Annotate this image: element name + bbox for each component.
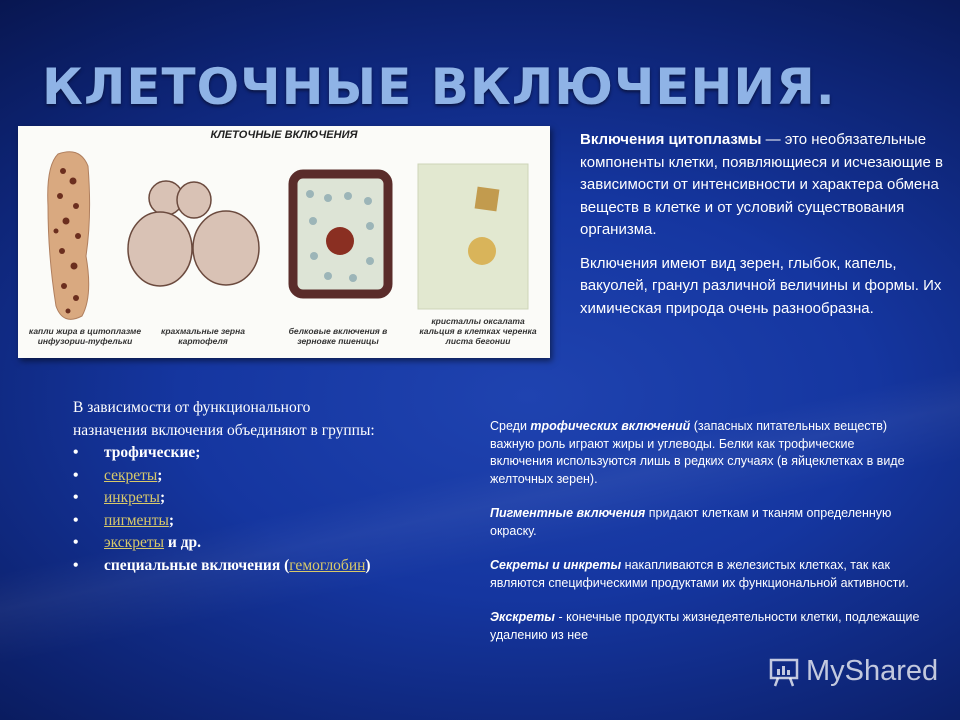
intro-text (580, 129, 950, 331)
intro-definition: — это необязательные компоненты клетки, появляющиеся и исчезающие в зависимости от интенсивности и характера обмена веществ в клетке и от условий существования организма. (580, 131, 943, 238)
groups-list-block (73, 397, 383, 577)
note-secrets: Секреты и инкреты накапливаются в железистых клетках, так как являются специфическими продуктами их функциональной активности. (490, 558, 909, 590)
intro-paragraph-2: Включения имеют вид зерен, глыбок, капель, вакуолей, гранул различной величины и формы. Их химическая природа очень разнообразна. (580, 254, 942, 317)
begonia-cells-drawing (418, 164, 528, 309)
myshared-watermark (768, 655, 938, 687)
druse-drawing (468, 237, 496, 265)
link-secrets[interactable]: секреты (104, 466, 158, 484)
caption-crystals: кристаллы оксалата кальция в клетках черенка листа бегонии (419, 316, 537, 346)
crystal-drawing (475, 187, 500, 212)
note-trophic: Среди трофических включений (запасных питательных веществ) важную роль играют жиры и углеводы. Белки как трофические включения используются лишь в редких случаях (в яйцеклетках в виде желточных зерен). (490, 419, 905, 486)
group-item: • экскреты и др. (73, 532, 383, 555)
caption-protein: белковые включения в зерновке пшеницы (288, 326, 388, 346)
note-excrets: Экскреты - конечные продукты жизнедеятельности клетки, подлежащие удалению из нее (490, 610, 920, 642)
note-pigment: Пигментные включения придают клеткам и тканям определенную окраску. (490, 506, 892, 538)
link-increts[interactable]: инкреты (104, 489, 160, 506)
notes-block (490, 418, 920, 644)
starch-grains (128, 181, 259, 286)
presentation-board-icon (768, 655, 800, 687)
watermark-text: MyShared (806, 655, 939, 687)
cell-inclusions-figure (18, 126, 550, 358)
group-item: • секреты; (73, 465, 383, 488)
link-hemoglobin[interactable]: гемоглобин (289, 556, 366, 574)
nucleus-drawing (326, 227, 354, 255)
paramecium-drawing (48, 152, 90, 320)
group-item: • специальные включения (гемоглобин) (73, 555, 383, 578)
slide-title: КЛЕТОЧНЫЕ ВКЛЮЧЕНИЯ. (42, 58, 836, 116)
group-item: • пигменты; (73, 510, 383, 533)
caption-paramecium: капли жира в цитоплазме инфузории-туфельки (28, 326, 142, 346)
figure-title: КЛЕТОЧНЫЕ ВКЛЮЧЕНИЯ (210, 129, 358, 141)
caption-starch: крахмальные зерна картофеля (161, 326, 245, 346)
intro-term: Включения цитоплазмы (580, 131, 762, 148)
group-item: • трофические; (73, 442, 383, 465)
groups-lead: В зависимости от функционального назначения включения объединяют в группы: (73, 399, 375, 439)
group-item: • инкреты; (73, 487, 383, 510)
link-excrets[interactable]: экскреты (104, 534, 165, 551)
link-pigments[interactable]: пигменты (104, 511, 169, 529)
